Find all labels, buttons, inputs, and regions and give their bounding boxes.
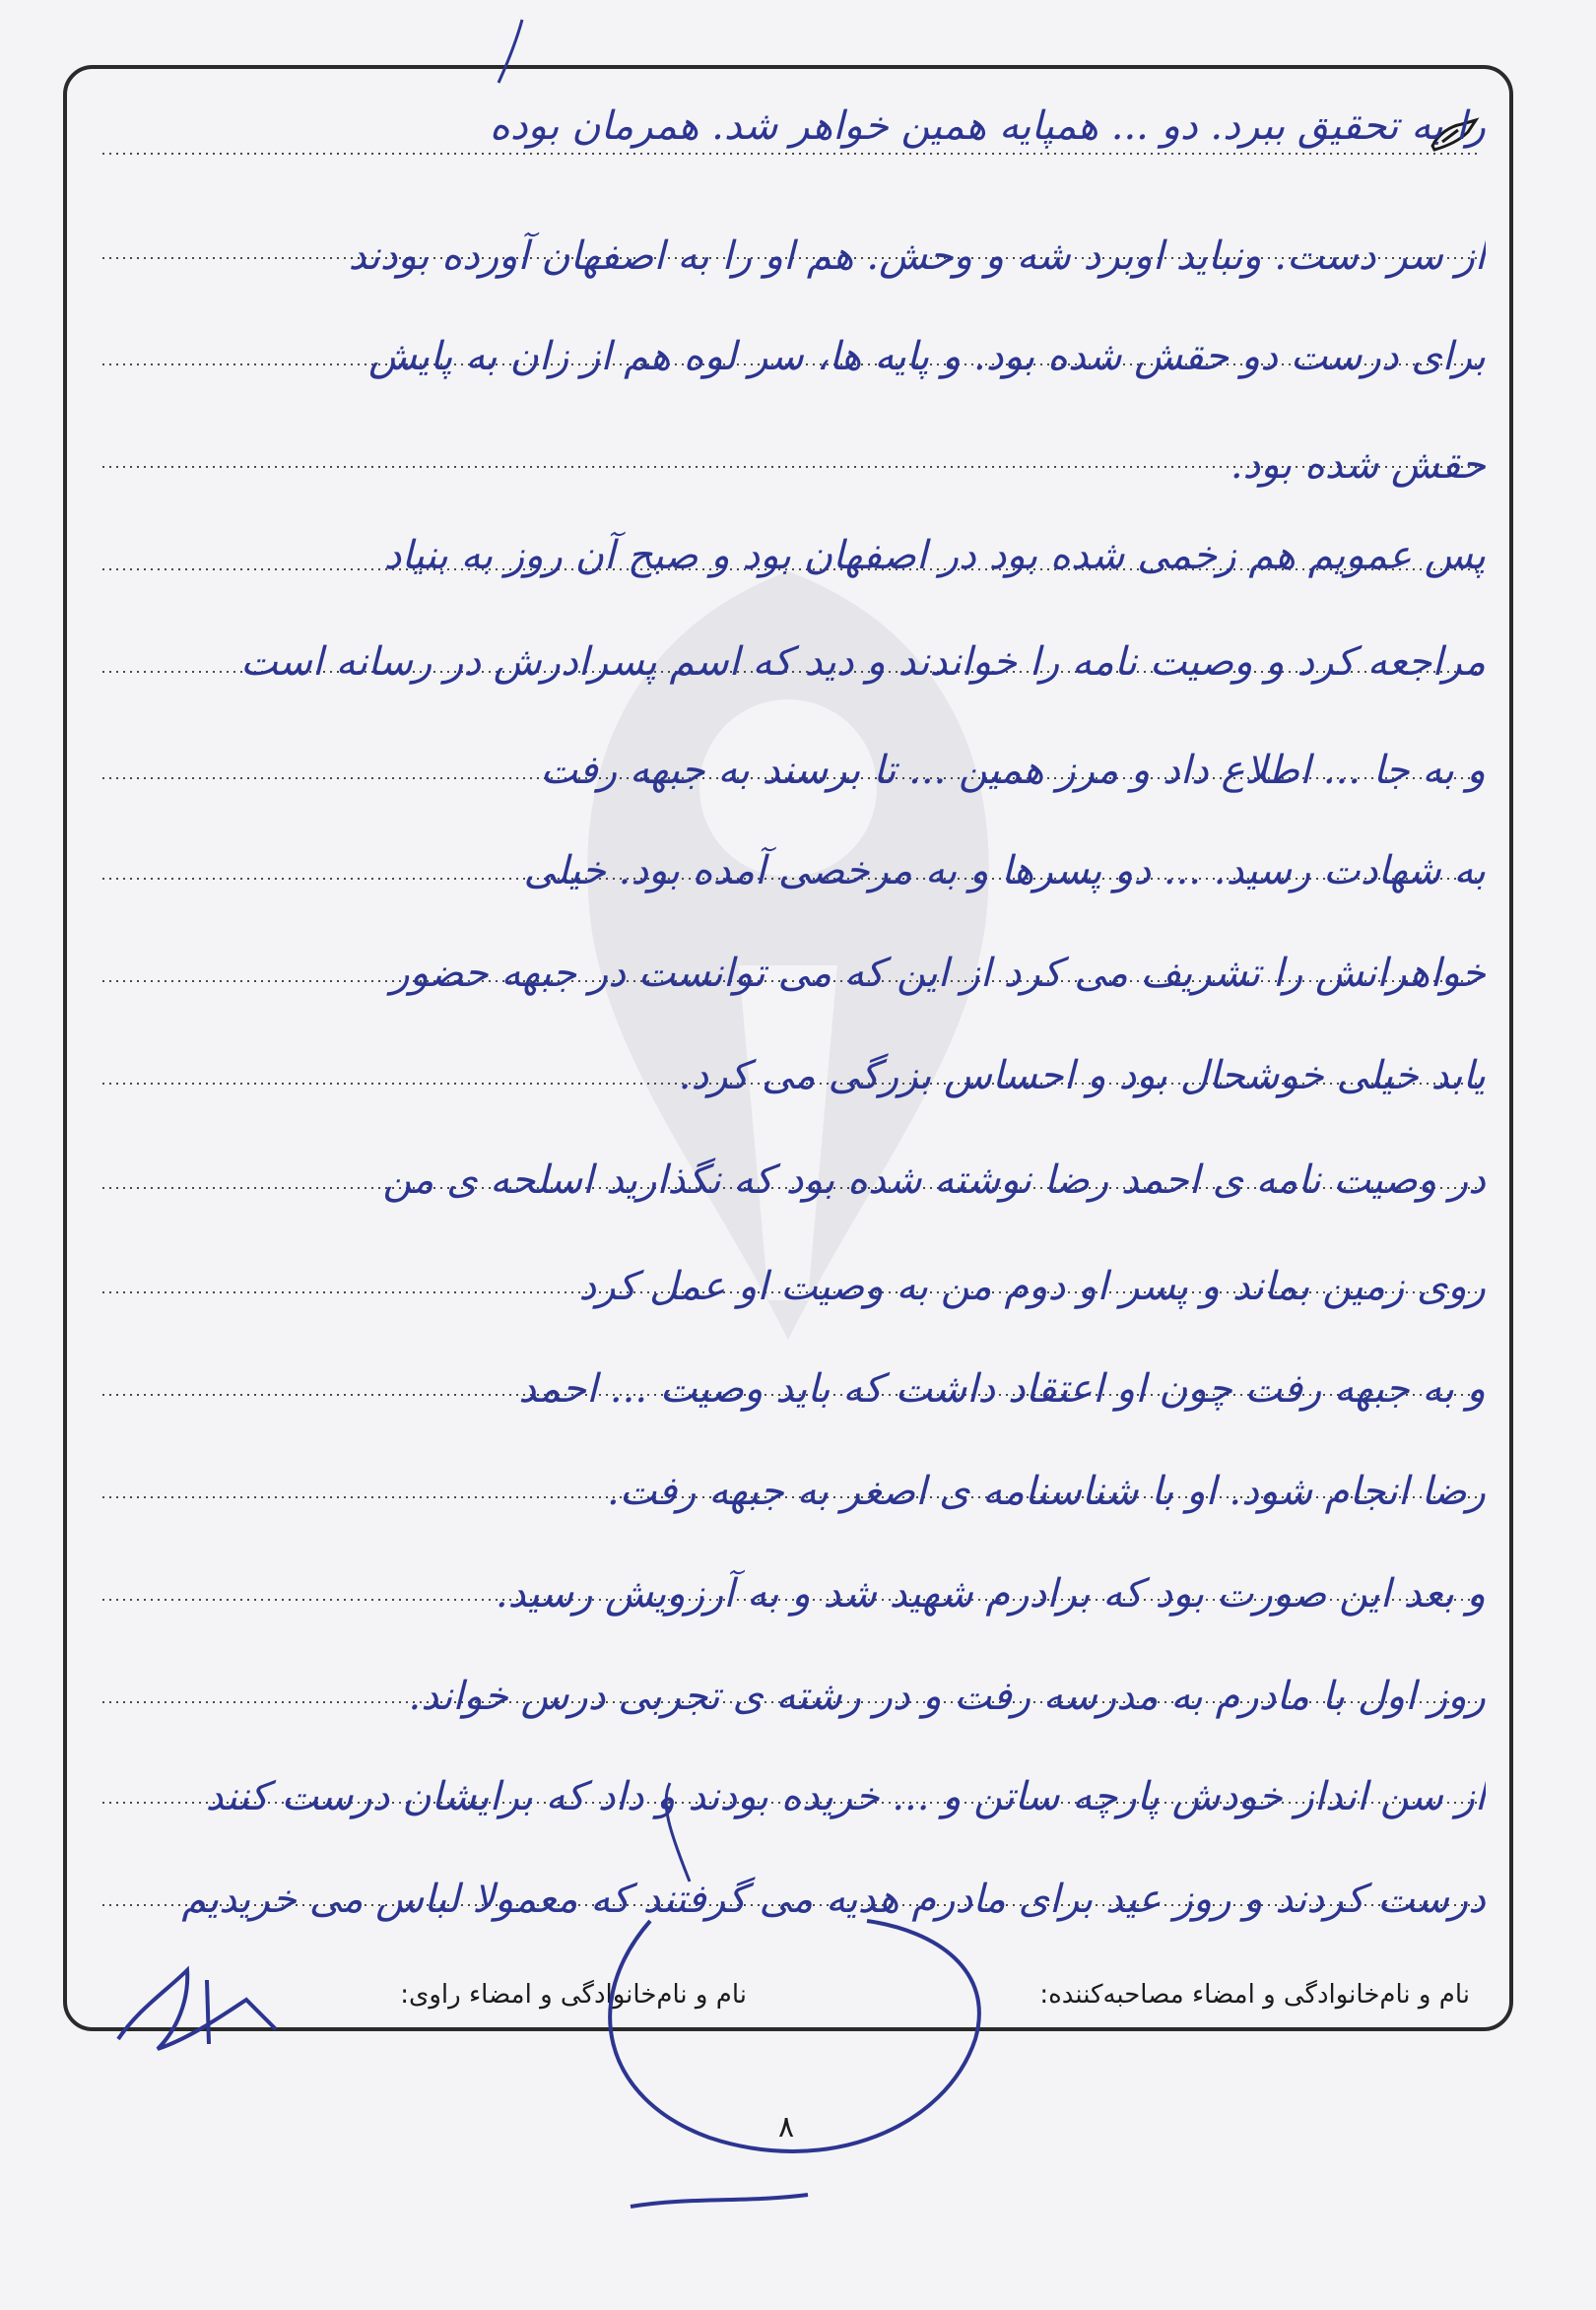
handwritten-line: روز اول با مادرم به مدرسه رفت و در رشته ی تجربی درس خواند. — [408, 1674, 1486, 1719]
interviewer-signature-label: نام و نام‌خانوادگی و امضاء مصاحبه‌کننده: — [1039, 1980, 1470, 2010]
handwritten-line: حقش شده بود. — [1230, 442, 1486, 488]
handwritten-line: درست کردند و روز عید برای مادرم هدیه می گرفتند که معمولا لباس می خریدیم — [181, 1877, 1486, 1922]
handwritten-line: از سن انداز خودش پارچه ساتن و ... خریده بودند و داد که برایشان درست کنند — [205, 1774, 1486, 1819]
handwritten-line: از سر دست. ونباید اوبرد شه و وحش. هم او را به اصفهان آورده بودند — [348, 233, 1486, 279]
handwritten-line: را به تحقیق ببرد. دو ... همپایه همین خواهر شد. همرمان بوده — [489, 103, 1486, 149]
page-number: ۸ — [777, 2110, 795, 2145]
handwritten-line: یابد خیلی خوشحال بود و احساس بزرگی می کرد. — [678, 1053, 1486, 1098]
handwritten-line: و به جبهه رفت چون او اعتقاد داشت که باید وصیت ... احمد — [518, 1366, 1486, 1412]
handwritten-line: در وصیت نامه ی احمد رضا نوشته شده بود که نگذارید اسلحه ی من — [382, 1157, 1486, 1203]
interviewer-signature — [512, 1773, 1064, 2246]
handwritten-line: مراجعه کرد و وصیت نامه را خواندند و دید که اسم پسرادرش در رسانه است — [240, 639, 1486, 685]
handwritten-line: پس عمویم هم زخمی شده بود در اصفهان بود و صبح آن روز به بنیاد — [383, 533, 1486, 578]
narrator-signature-label: نام و نام‌خانوادگی و امضاء راوی: — [400, 1980, 747, 2010]
handwritten-line: خواهرانش را تشریف می کرد از این که می توانست در جبهه حضور — [390, 951, 1486, 996]
handwritten-line: به شهادت رسید. ... دو پسرها و به مرخصی آمده بود. خیلی — [523, 848, 1486, 893]
handwritten-line: روی زمین بماند و پسر او دوم من به وصیت او عمل کرد — [578, 1264, 1486, 1309]
pen-stroke — [493, 18, 532, 87]
handwritten-line: رضا انجام شود. او با شناسنامه ی اصغر به جبهه رفت. — [607, 1469, 1486, 1514]
handwritten-line: و به جا ... اطلاع داد و مرز همین ... تا برسند به جبهه رفت — [540, 748, 1486, 793]
handwritten-line: و بعد این صورت بود که برادرم شهید شد و به آرزویش رسید. — [495, 1571, 1486, 1617]
handwritten-line: برای درست دو حقش شده بود. و پایه ها، سر لوه هم از زان به پایش — [368, 334, 1486, 379]
narrator-signature — [99, 1950, 286, 2069]
